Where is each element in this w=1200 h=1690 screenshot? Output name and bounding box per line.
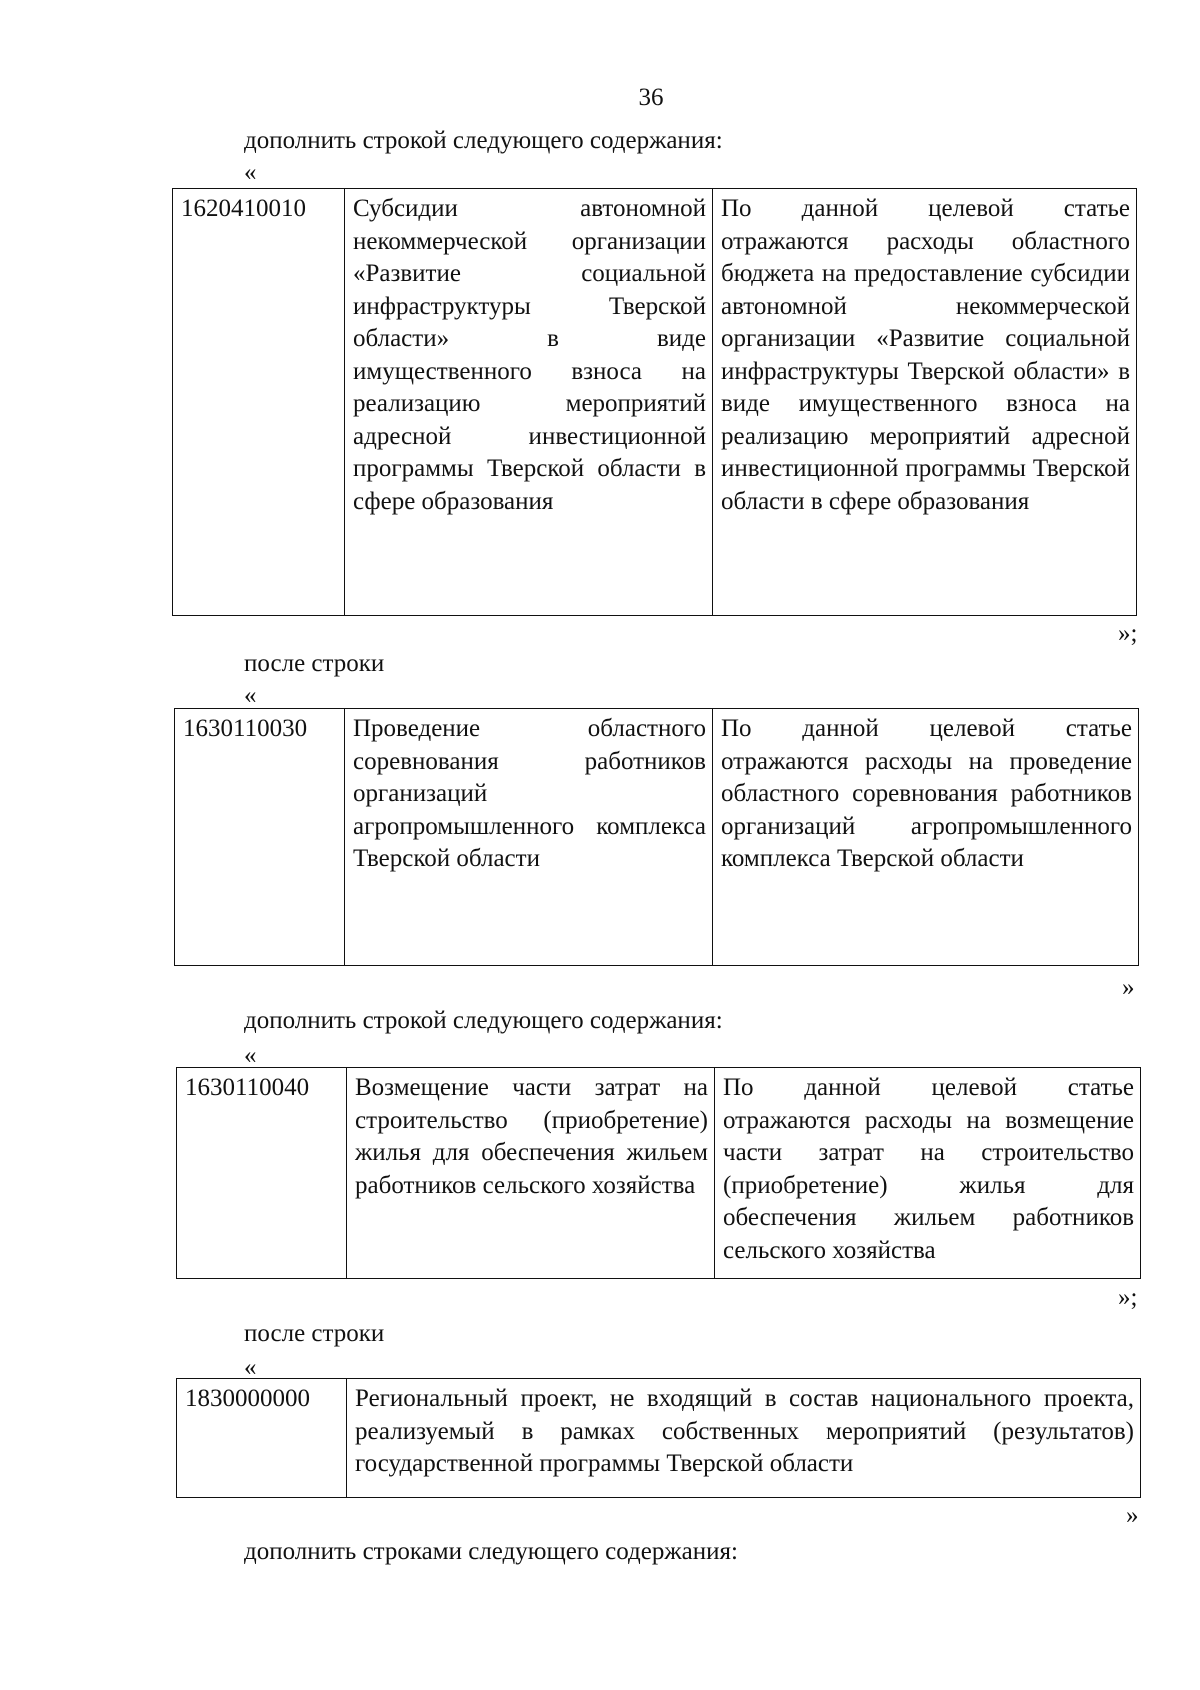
closing-quote: »; (1118, 1284, 1138, 1311)
target-article-code: 1830000000 (177, 1379, 347, 1498)
target-article-code: 1630110030 (175, 709, 345, 966)
target-article-name: Субсидии автономной некоммерческой организации «Развитие социальной инфраструктуры Тверской области» в виде имущественного взноса на реализацию мероприятий адресной инвестиционной программы Тверской области в сфере образования (345, 189, 713, 616)
opening-quote: « (244, 1042, 257, 1069)
target-article-name: Возмещение части затрат на строительство (приобретение) жилья для обеспечения жильем работников сельского хозяйства (347, 1068, 715, 1279)
target-article-description: По данной целевой статье отражаются расходы областного бюджета на предоставление субсидии автономной некоммерческой организации «Развитие социальной инфраструктуры Тверской области» в виде имущественного взноса на реализацию мероприятий адресной инвестиционной программы Тверской области в сфере образования (713, 189, 1137, 616)
closing-quote: »; (1118, 620, 1138, 647)
table-row (177, 1379, 1141, 1498)
budget-row-table (176, 1378, 1141, 1498)
opening-quote: « (244, 682, 257, 709)
budget-row-table (172, 188, 1137, 616)
closing-paragraph: дополнить строками следующего содержания: (244, 1538, 738, 1565)
section-intro: дополнить строкой следующего содержания: (244, 1007, 723, 1034)
section-intro: дополнить строкой следующего содержания: (244, 127, 723, 154)
section-intro: после строки (244, 1320, 385, 1347)
budget-row-table (176, 1067, 1141, 1279)
closing-quote: » (1122, 974, 1135, 1001)
target-article-description: По данной целевой статье отражаются расходы на проведение областного соревнования работников организаций агропромышленного комплекса Тверской области (713, 709, 1139, 966)
table-row (173, 189, 1137, 616)
budget-row-table (174, 708, 1139, 966)
opening-quote: « (244, 159, 257, 186)
page-number: 36 (638, 84, 664, 111)
table-row (177, 1068, 1141, 1279)
target-article-name: Региональный проект, не входящий в состав национального проекта, реализуемый в рамках собственных мероприятий (результатов) государственной программы Тверской области (347, 1379, 1141, 1498)
table-row (175, 709, 1139, 966)
opening-quote: « (244, 1354, 257, 1381)
closing-quote: » (1126, 1502, 1139, 1529)
target-article-name: Проведение областного соревнования работников организаций агропромышленного комплекса Тверской области (345, 709, 713, 966)
target-article-code: 1620410010 (173, 189, 345, 616)
target-article-description: По данной целевой статье отражаются расходы на возмещение части затрат на строительство (приобретение) жилья для обеспечения жильем работников сельского хозяйства (715, 1068, 1141, 1279)
target-article-code: 1630110040 (177, 1068, 347, 1279)
section-intro: после строки (244, 650, 385, 677)
